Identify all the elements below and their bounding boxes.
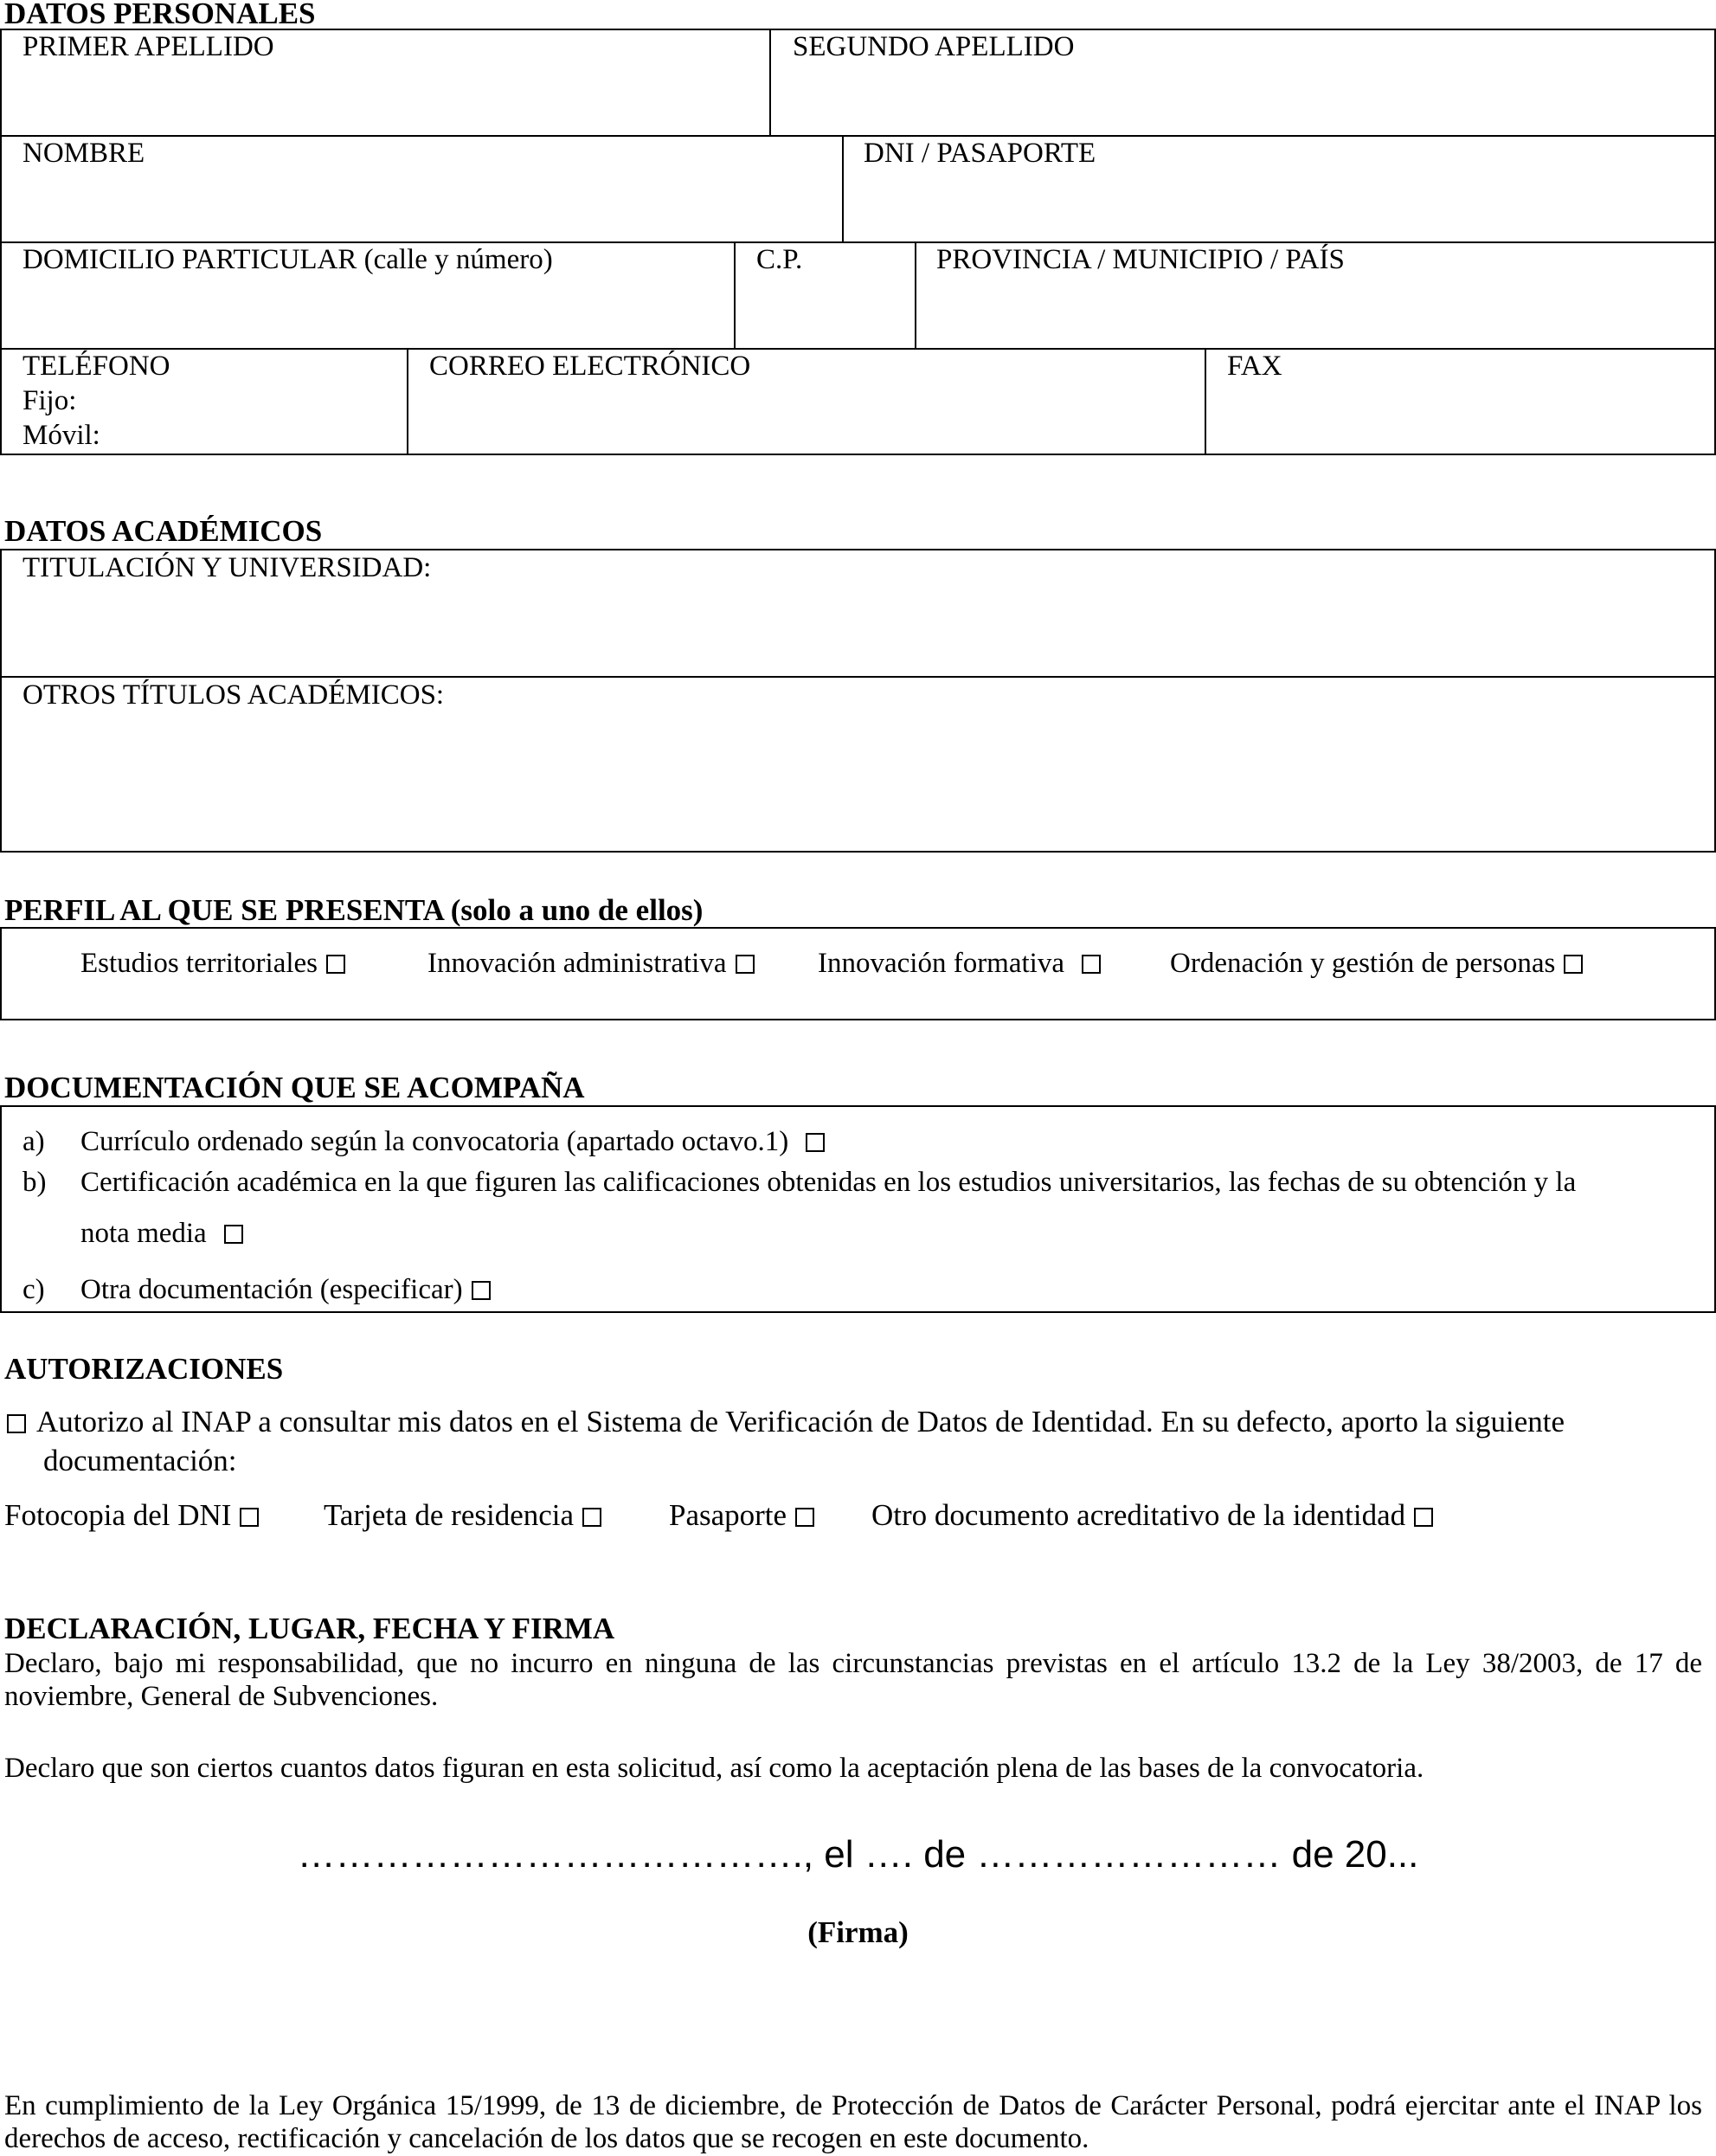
section-title-personal: DATOS PERSONALES (4, 0, 316, 30)
col-divider (842, 135, 844, 242)
col-divider (915, 241, 916, 349)
checkbox[interactable] (795, 1508, 814, 1527)
perfil-option-innovacion-administrativa[interactable] (427, 948, 755, 981)
checkbox[interactable] (806, 1133, 825, 1152)
field-otros-titulos[interactable]: OTROS TÍTULOS ACADÉMICOS: (22, 679, 445, 711)
checkbox[interactable] (582, 1508, 601, 1527)
declaracion-paragraph-1: Declaro, bajo mi responsabilidad, que no incurro en ninguna de las circunstancias previstas en el artículo 13.2 de la Ley 38/2003, de 17 de noviembre, General de Subvenciones. (4, 1648, 1702, 1712)
doc-item-certificacion: Certificación académica en la que figuren las calificaciones obtenidas en los estudios universitarios, las fechas de su obtención y la (80, 1167, 1577, 1198)
perfil-option-ordenacion[interactable] (1170, 948, 1583, 981)
autorizacion-doc-otro[interactable] (871, 1498, 1433, 1533)
perfil-option-label: Innovación administrativa (427, 948, 727, 979)
doc-item-text: nota media (80, 1218, 207, 1249)
col-divider (734, 241, 736, 349)
checkbox[interactable] (240, 1508, 259, 1527)
checkbox[interactable] (1414, 1508, 1433, 1527)
doc-item-certificacion-cont[interactable] (80, 1218, 243, 1251)
doc-label: Otro documento acreditativo de la identidad (871, 1498, 1406, 1532)
perfil-option-label: Estudios territoriales (80, 948, 318, 979)
doc-item-marker: c) (22, 1274, 45, 1305)
doc-label: Tarjeta de residencia (324, 1498, 575, 1532)
declaracion-paragraph-2: Declaro que son ciertos cuantos datos figuran en esta solicitud, así como la aceptación plena de las bases de la convocatoria. (4, 1753, 1424, 1784)
checkbox[interactable] (7, 1414, 26, 1433)
row-divider (0, 348, 1716, 350)
field-correo[interactable]: CORREO ELECTRÓNICO (429, 351, 751, 382)
row-divider (0, 676, 1716, 678)
doc-item-curriculo[interactable] (80, 1126, 825, 1159)
row-divider (0, 135, 1716, 137)
autorizacion-doc-dni[interactable] (4, 1498, 259, 1533)
col-divider (769, 29, 771, 136)
doc-item-marker: b) (22, 1167, 47, 1198)
doc-item-otra[interactable] (80, 1274, 491, 1307)
field-titulacion[interactable]: TITULACIÓN Y UNIVERSIDAD: (22, 552, 432, 583)
checkbox[interactable] (224, 1225, 243, 1244)
perfil-option-estudios[interactable] (80, 948, 345, 981)
col-divider (407, 348, 408, 455)
section-title-autorizaciones: AUTORIZACIONES (4, 1352, 284, 1386)
checkbox[interactable] (1564, 955, 1583, 974)
perfil-option-label: Innovación formativa (818, 948, 1064, 979)
checkbox[interactable] (1082, 955, 1101, 974)
checkbox[interactable] (736, 955, 755, 974)
checkbox[interactable] (472, 1281, 491, 1300)
row-divider (0, 241, 1716, 243)
perfil-option-label: Ordenación y gestión de personas (1170, 948, 1556, 979)
field-telefono-movil[interactable]: Móvil: (22, 420, 100, 451)
autorizacion-doc-residencia[interactable] (324, 1498, 601, 1533)
col-divider (1205, 348, 1206, 455)
field-cp[interactable]: C.P. (756, 244, 803, 275)
field-segundo-apellido[interactable]: SEGUNDO APELLIDO (793, 31, 1075, 62)
doc-label: Pasaporte (669, 1498, 787, 1532)
autorizacion-text-cont: documentación: (43, 1444, 237, 1477)
perfil-option-innovacion-formativa[interactable] (818, 948, 1101, 981)
section-title-academic: DATOS ACADÉMICOS (4, 514, 323, 548)
field-telefono[interactable]: TELÉFONO (22, 351, 170, 382)
autorizacion-consulta[interactable] (7, 1405, 1565, 1439)
field-primer-apellido[interactable]: PRIMER APELLIDO (22, 31, 274, 62)
doc-item-marker: a) (22, 1126, 45, 1157)
section-title-documentacion: DOCUMENTACIÓN QUE SE ACOMPAÑA (4, 1071, 585, 1104)
doc-item-text: Otra documentación (especificar) (80, 1274, 463, 1305)
doc-item-text: Currículo ordenado según la convocatoria (apartado octavo.1) (80, 1126, 789, 1157)
firma-label: (Firma) (807, 1915, 909, 1949)
autorizacion-doc-pasaporte[interactable] (669, 1498, 814, 1533)
autorizacion-text: Autorizo al INAP a consultar mis datos en el Sistema de Verificación de Datos de Identidad. En su defecto, aporto la siguiente (36, 1405, 1565, 1438)
lugar-fecha-line[interactable]: …………………………………., el …. de …………………… de 20... (297, 1833, 1419, 1876)
field-telefono-fijo[interactable]: Fijo: (22, 385, 77, 416)
section-title-perfil: PERFIL AL QUE SE PRESENTA (solo a uno de ellos) (4, 893, 704, 927)
checkbox[interactable] (326, 955, 345, 974)
footer-legal-text: En cumplimiento de la Ley Orgánica 15/1999, de 13 de diciembre, de Protección de Datos de Carácter Personal, podrá ejercitar ante el INAP los derechos de acceso, rectificación y cancelación de los datos que se recogen en este documento. (4, 2090, 1702, 2154)
doc-label: Fotocopia del DNI (4, 1498, 232, 1532)
field-nombre[interactable]: NOMBRE (22, 138, 145, 169)
field-domicilio[interactable]: DOMICILIO PARTICULAR (calle y número) (22, 244, 553, 275)
field-fax[interactable]: FAX (1227, 351, 1282, 382)
section-title-declaracion: DECLARACIÓN, LUGAR, FECHA Y FIRMA (4, 1612, 615, 1645)
field-provincia[interactable]: PROVINCIA / MUNICIPIO / PAÍS (936, 244, 1345, 275)
field-dni[interactable]: DNI / PASAPORTE (864, 138, 1096, 169)
